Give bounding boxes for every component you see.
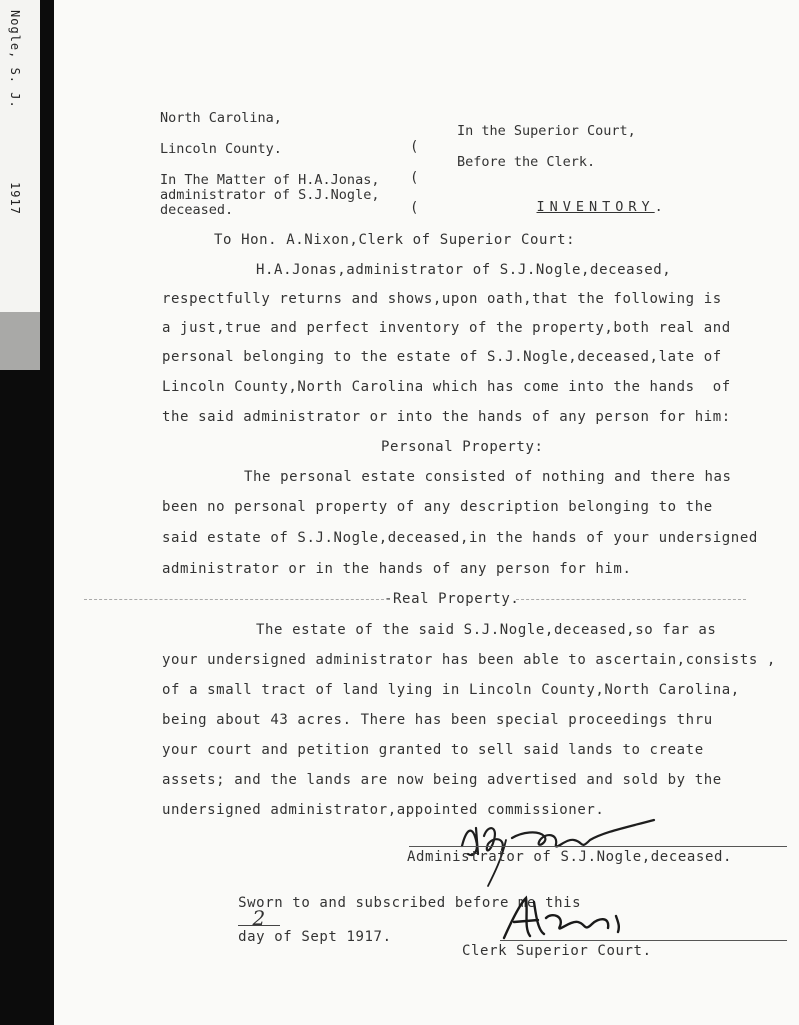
bracket-mark: ( xyxy=(410,139,419,155)
real-property-heading: -Real Property. xyxy=(384,591,520,607)
personal-line: The personal estate consisted of nothing and there has xyxy=(244,469,732,485)
intro-line: H.A.Jonas,administrator of S.J.Nogle,deceased, xyxy=(256,262,672,278)
intro-line: personal belonging to the estate of S.J.Nogle,deceased,late of xyxy=(162,349,722,365)
bracket-mark: ( xyxy=(410,200,419,216)
administrator-signature-line xyxy=(409,846,787,847)
personal-line: administrator or in the hands of any person for him. xyxy=(162,561,632,577)
real-line: of a small tract of land lying in Lincoln County,North Carolina, xyxy=(162,682,740,698)
personal-line: been no personal property of any description belonging to the xyxy=(162,499,713,515)
real-line: your undersigned administrator has been able to ascertain,consists , xyxy=(162,652,776,668)
real-line: undersigned administrator,appointed commissioner. xyxy=(162,802,605,818)
intro-line: a just,true and perfect inventory of the property,both real and xyxy=(162,320,731,336)
real-line: being about 43 acres. There has been special proceedings thru xyxy=(162,712,713,728)
document-page xyxy=(54,0,799,1025)
clerk-caption: Clerk Superior Court. xyxy=(462,943,652,959)
header-matter-line2: administrator of S.J.Nogle, xyxy=(160,187,380,203)
real-line: The estate of the said S.J.Nogle,deceased,so far as xyxy=(256,622,717,638)
intro-line: the said administrator or into the hands of any person for him: xyxy=(162,409,731,425)
personal-property-heading: Personal Property: xyxy=(381,439,544,455)
binding-strip-lower xyxy=(0,370,54,1025)
sworn-suffix: day of Sept 1917. xyxy=(238,929,392,945)
header-before-clerk: Before the Clerk. xyxy=(457,154,596,170)
clerk-signature-line xyxy=(500,940,787,941)
faint-divider xyxy=(84,599,384,600)
clerk-signature xyxy=(494,890,694,950)
header-county: Lincoln County. xyxy=(160,141,282,157)
sworn-prefix: Sworn to and subscribed before me this xyxy=(238,895,582,911)
faint-divider xyxy=(516,599,746,600)
tab-year-label: 1917 xyxy=(8,182,22,215)
real-line: assets; and the lands are now being advertised and sold by the xyxy=(162,772,722,788)
document-title-period: . xyxy=(654,199,663,215)
intro-line: Lincoln County,North Carolina which has come into the hands of xyxy=(162,379,731,395)
tab-name-label: Nogle, S. J. xyxy=(8,10,22,109)
personal-line: said estate of S.J.Nogle,deceased,in the hands of your undersigned xyxy=(162,530,758,546)
address-line: To Hon. A.Nixon,Clerk of Superior Court: xyxy=(214,232,576,248)
header-matter-line1: In The Matter of H.A.Jonas, xyxy=(160,172,380,188)
sworn-day: 2 xyxy=(238,911,280,926)
document-title-text: INVENTORY xyxy=(536,199,655,215)
document-title xyxy=(504,183,663,231)
real-line: your court and petition granted to sell said lands to create xyxy=(162,742,704,758)
administrator-caption: Administrator of S.J.Nogle,deceased. xyxy=(407,849,733,865)
header-matter-line3: deceased. xyxy=(160,202,234,218)
header-state: North Carolina, xyxy=(160,110,282,126)
header-court: In the Superior Court, xyxy=(457,123,636,139)
intro-line: respectfully returns and shows,upon oath,that the following is xyxy=(162,291,722,307)
bracket-mark: ( xyxy=(410,170,419,186)
